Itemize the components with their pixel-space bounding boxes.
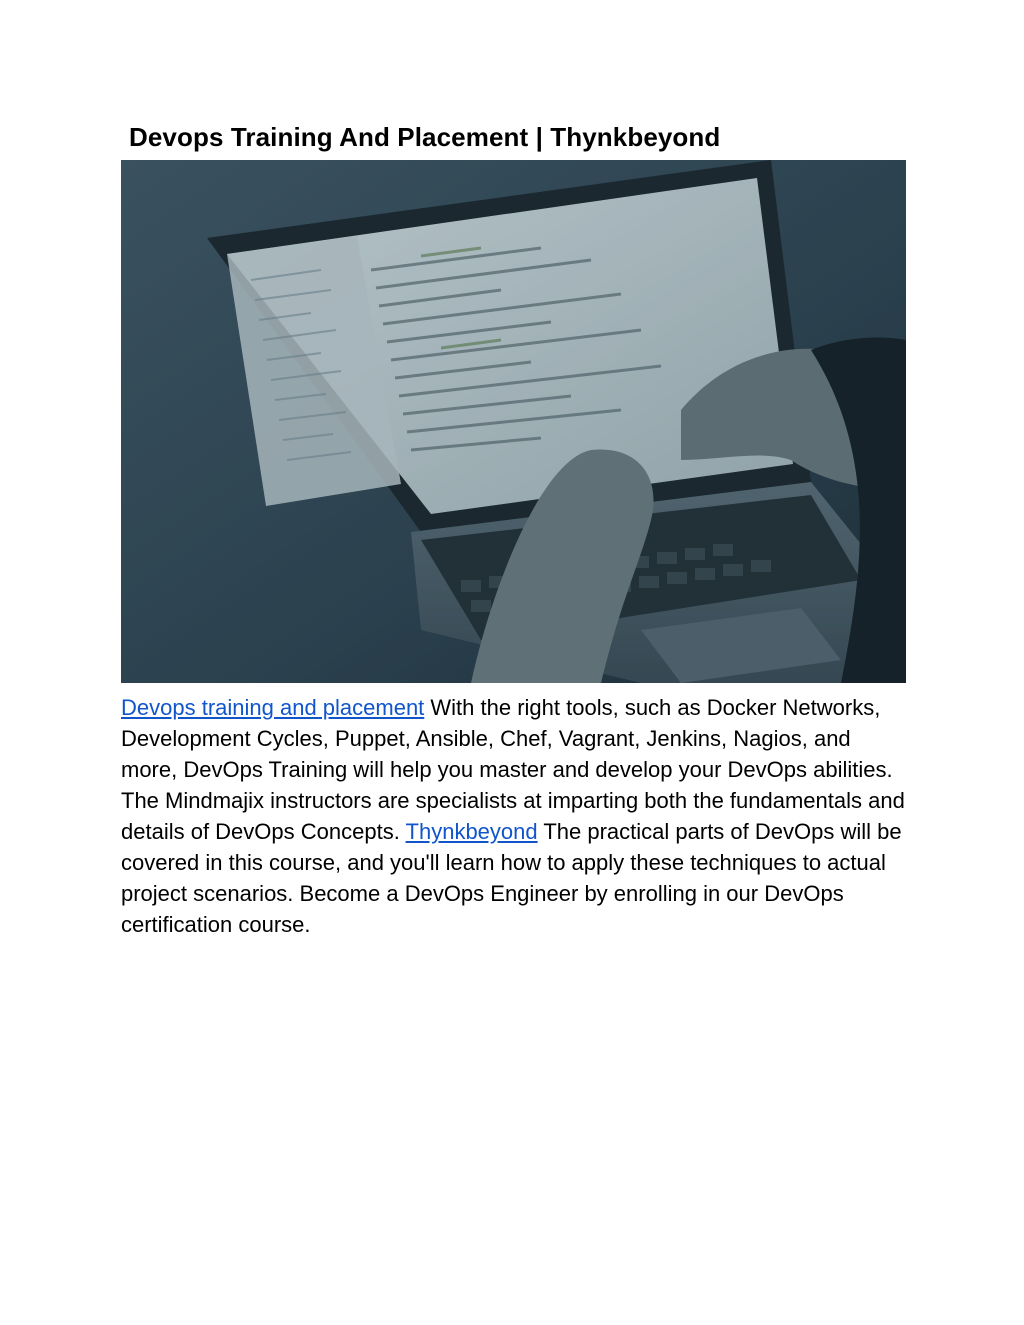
thynkbeyond-link[interactable]: Thynkbeyond — [405, 819, 538, 844]
laptop-coding-photo — [121, 160, 906, 683]
body-text-part-1: With the right tools, such as Docker Networks, Development Cycles, Puppet, Ansible, Chef, Vagrant, Jenkins, Nagios, and more, DevOps Training will help you master and develop your DevOps abilities. The Mindmajix instructors are specialists at imparting both the fundamentals and details of DevOps Concepts. — [121, 695, 905, 844]
body-text-part-2: The practical parts of DevOps will be covered in this course, and you'll learn how to apply these techniques to actual project scenarios. Become a DevOps Engineer by enrolling in our DevOps certification course. — [121, 819, 902, 937]
devops-training-link[interactable]: Devops training and placement — [121, 695, 425, 720]
body-paragraph — [121, 692, 911, 940]
document-title: Devops Training And Placement | Thynkbeyond — [129, 122, 721, 152]
